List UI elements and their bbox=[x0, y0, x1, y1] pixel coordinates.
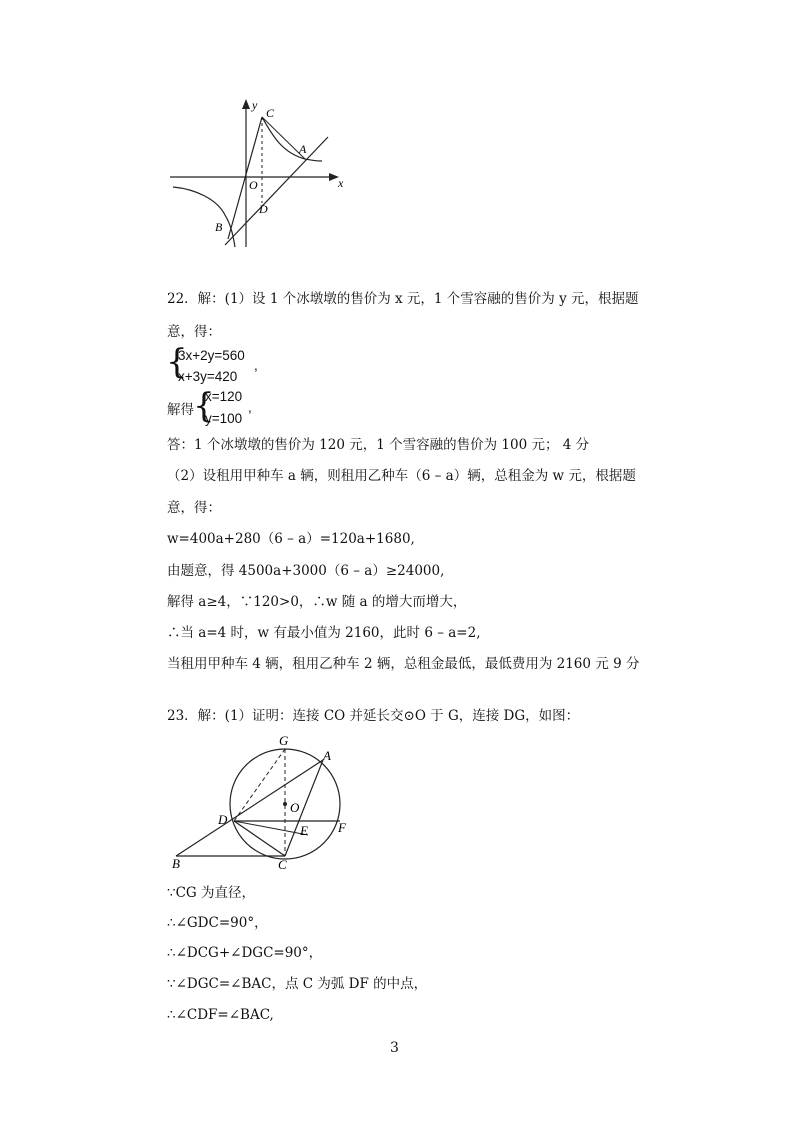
segment-gd-dashed bbox=[234, 749, 285, 821]
label-a: A bbox=[323, 748, 331, 763]
hyperbola-branch-3 bbox=[173, 187, 235, 247]
q22-answer2: 当租用甲种车 4 辆，租用乙种车 2 辆，总租金最低，最低费用为 2160 元 9 分 bbox=[167, 656, 640, 672]
q23-step2: ∴∠GDC=90°， bbox=[167, 915, 268, 931]
label-o: O bbox=[290, 800, 300, 815]
label-f: F bbox=[338, 820, 346, 835]
hyperbola-branch-1 bbox=[262, 117, 322, 161]
system2-eq1: x=120 bbox=[205, 389, 243, 404]
system1-eq2: x+3y=420 bbox=[178, 369, 238, 384]
label-a: A bbox=[299, 142, 307, 156]
system1-comma: , bbox=[254, 358, 258, 373]
coordinate-figure bbox=[165, 95, 355, 250]
q22-line2: 意，得： bbox=[167, 324, 221, 340]
q23-step4: ∵∠DGC=∠BAC，点 C 为弧 DF 的中点， bbox=[167, 976, 428, 992]
label-e: E bbox=[300, 823, 308, 838]
line-ab bbox=[225, 137, 328, 245]
label-o: O bbox=[249, 178, 258, 192]
label-b: B bbox=[172, 856, 180, 871]
q22-part2b: 意，得： bbox=[167, 500, 221, 516]
brace-system-1: { bbox=[166, 342, 188, 382]
label-g: G bbox=[279, 733, 289, 748]
label-d: D bbox=[218, 812, 228, 827]
y-axis-arrow bbox=[242, 99, 250, 109]
solve-prefix: 解得 bbox=[167, 402, 194, 418]
q22-line1: 22．解：(1）设 1 个冰墩墩的售价为 x 元，1 个雪容融的售价为 y 元，根据题 bbox=[167, 291, 639, 307]
system2-comma: , bbox=[248, 400, 252, 415]
q22-inequality: 由题意，得 4500a+3000（6 – a）≥24000, bbox=[167, 563, 445, 579]
label-c: C bbox=[266, 106, 275, 120]
q23-line1: 23．解：(1）证明：连接 CO 并延长交⊙O 于 G，连接 DG，如图： bbox=[167, 708, 580, 724]
segment-ba bbox=[176, 760, 323, 856]
q23-step3: ∴∠DCG+∠DGC=90°， bbox=[167, 945, 323, 961]
q22-solve-a: 解得 a≥4，∵120>0，∴w 随 a 的增大而增大， bbox=[167, 594, 467, 610]
q22-w-equation: w=400a+280（6 – a）=120a+1680, bbox=[167, 531, 415, 547]
q23-step1: ∵CG 为直径， bbox=[167, 885, 255, 901]
label-y: y bbox=[252, 98, 258, 112]
q22-part2a: （2）设租用甲种车 a 辆，则租用乙种车（6 – a）辆，总租金为 w 元，根据题 bbox=[167, 468, 636, 484]
label-x: x bbox=[338, 176, 344, 190]
label-c: C bbox=[278, 857, 287, 872]
page-number: 3 bbox=[390, 1040, 399, 1056]
system2-eq2: y=100 bbox=[205, 411, 243, 426]
q23-step5: ∴∠CDF=∠BAC, bbox=[167, 1007, 274, 1023]
q22-minimum: ∴当 a=4 时，w 有最小值为 2160，此时 6 – a=2, bbox=[167, 625, 481, 641]
brace-system-2: { bbox=[193, 386, 215, 426]
label-d: D bbox=[259, 202, 268, 216]
q22-answer1: 答：1 个冰墩墩的售价为 120 元，1 个雪容融的售价为 100 元； 4 分 bbox=[167, 437, 590, 453]
circle-figure bbox=[168, 732, 368, 874]
center-point-o bbox=[283, 802, 287, 806]
label-b: B bbox=[215, 220, 223, 234]
system1-eq1: 3x+2y=560 bbox=[178, 348, 245, 363]
